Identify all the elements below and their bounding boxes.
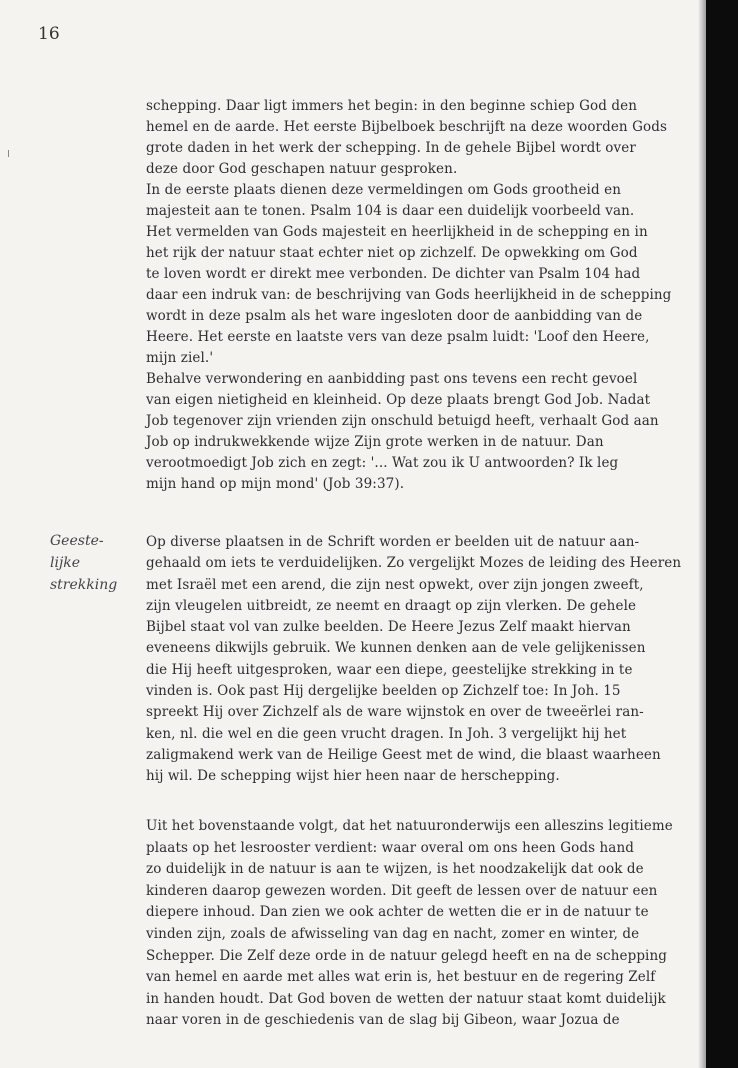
paragraph-block-2 — [146, 532, 698, 788]
text-line: grote daden in het werk der schepping. In de gehele Bijbel wordt over — [146, 140, 636, 156]
text-line: zo duidelijk in de natuur is aan te wijzen, is het noodzakelijk dat ook de — [146, 861, 644, 878]
text-line: gehaald om iets te verduidelijken. Zo vergelijkt Mozes de leiding des Heeren — [146, 555, 682, 572]
text-line: mijn hand op mijn mond' (Job 39:37). — [146, 476, 405, 492]
text-line: verootmoedigt Job zich en zegt: '... Wat zou ik U antwoorden? Ik leg — [146, 455, 619, 471]
text-line: die Hij heeft uitgesproken, waar een diepe, geestelijke strekking in te — [146, 661, 633, 678]
text-line: hij wil. De schepping wijst hier heen naar de herschepping. — [146, 768, 560, 785]
text-line: vinden zijn, zoals de afwisseling van dag en nacht, zomer en winter, de — [146, 925, 640, 942]
text-line: met Israël met een arend, die zijn nest opwekt, over zijn jongen zweeft, — [146, 576, 644, 593]
spine-shadow — [698, 0, 706, 1068]
text-line: deze door God geschapen natuur gesproken. — [146, 161, 458, 177]
text-line: te loven wordt er direkt mee verbonden. De dichter van Psalm 104 had — [146, 266, 641, 282]
text-line: Job op indrukwekkende wijze Zijn grote werken in de natuur. Dan — [146, 434, 604, 450]
text-line: Uit het bovenstaande volgt, dat het natuuronderwijs een alleszins legitieme — [146, 818, 673, 834]
text-line: majesteit aan te tonen. Psalm 104 is daar een duidelijk voorbeeld van. — [146, 203, 635, 219]
text-line: hemel en de aarde. Het eerste Bijbelboek beschrijft na deze woorden Gods — [146, 119, 667, 135]
margin-note-line: strekking — [50, 577, 118, 593]
text-line: Job tegenover zijn vrienden zijn onschuld betuigd heeft, verhaalt God aan — [146, 413, 659, 429]
text-line: wordt in deze psalm als het ware ingesloten door de aanbidding van de — [146, 308, 643, 324]
text-line: Op diverse plaatsen in de Schrift worden er beelden uit de natuur aan- — [146, 534, 640, 550]
text-line: Het vermelden van Gods majesteit en heerlijkheid in de schepping en in — [146, 224, 648, 240]
text-line: kinderen daarop gewezen worden. Dit geeft de lessen over de natuur een — [146, 882, 658, 899]
text-line: eveneens dikwijls gebruik. We kunnen denken aan de vele gelijkenissen — [146, 640, 646, 657]
margin-note-line: Geeste- — [50, 533, 104, 549]
paragraph-block-1 — [146, 96, 698, 495]
text-line: zaligmakend werk van de Heilige Geest met de wind, die blaast waarheen — [146, 746, 661, 763]
text-line: Schepper. Die Zelf deze orde in de natuur gelegd heeft en na de schepping — [146, 947, 668, 964]
text-line: ken, nl. die wel en die geen vrucht dragen. In Joh. 3 vergelijkt hij het — [146, 725, 627, 742]
text-line: In de eerste plaats dienen deze vermeldingen om Gods grootheid en — [146, 182, 621, 198]
edge-mark — [8, 150, 9, 157]
text-line: het rijk der natuur staat echter niet op zichzelf. De opwekking om God — [146, 245, 638, 261]
text-line: mijn ziel.' — [146, 350, 214, 366]
text-line: plaats op het lesrooster verdient: waar overal om ons heen Gods hand — [146, 839, 634, 856]
text-line: Heere. Het eerste en laatste vers van deze psalm luidt: 'Loof den Heere, — [146, 329, 650, 345]
text-line: zijn vleugelen uitbreidt, ze neemt en draagt op zijn vlerken. De gehele — [146, 597, 637, 614]
page-number: 16 — [38, 24, 60, 44]
text-line: naar voren in de geschiedenis van de slag bij Gibeon, waar Jozua de — [146, 1012, 620, 1029]
text-line: spreekt Hij over Zichzelf als de ware wijnstok en over de tweeërlei ran- — [146, 704, 644, 721]
paragraph-block-3 — [146, 816, 698, 1032]
margin-note — [50, 530, 140, 596]
text-line: van eigen nietigheid en kleinheid. Op deze plaats brengt God Job. Nadat — [146, 392, 651, 408]
text-line: van hemel en aarde met alles wat erin is, het bestuur en de regering Zelf — [146, 969, 656, 986]
book-spine — [706, 0, 738, 1068]
text-line: Behalve verwondering en aanbidding past ons tevens een recht gevoel — [146, 371, 638, 387]
text-line: vinden is. Ook past Hij dergelijke beelden op Zichzelf toe: In Joh. 15 — [146, 683, 621, 700]
text-line: diepere inhoud. Dan zien we ook achter de wetten die er in de natuur te — [146, 904, 649, 921]
text-line: schepping. Daar ligt immers het begin: in den beginne schiep God den — [146, 98, 638, 114]
text-line: in handen houdt. Dat God boven de wetten der natuur staat komt duidelijk — [146, 990, 666, 1007]
text-line: Bijbel staat vol van zulke beelden. De Heere Jezus Zelf maakt hiervan — [146, 619, 631, 636]
text-line: daar een indruk van: de beschrijving van Gods heerlijkheid in de schepping — [146, 287, 672, 303]
margin-note-line: lijke — [50, 555, 81, 571]
